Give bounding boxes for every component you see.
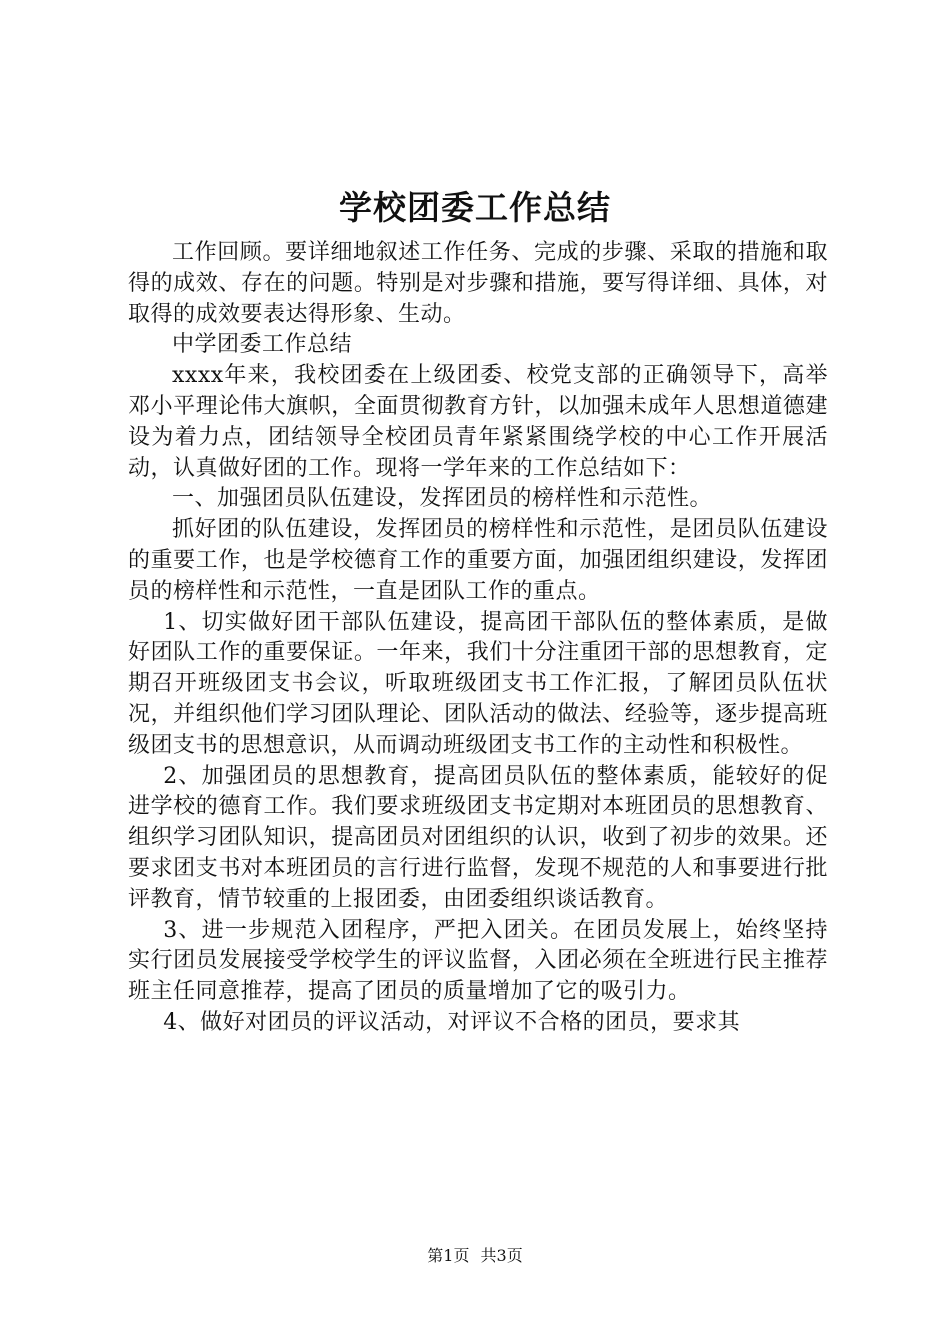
paragraph-overview: xxxx年来，我校团委在上级团委、校党支部的正确领导下，高举邓小平理论伟大旗帜，全面贯彻教育方针，以加强未成年人思想道德建设为着力点，团结领导全校团员青年紧紧围绕学校的中心工作开展活动，认真做好团的工作。现将一学年来的工作总结如下： [128,363,828,481]
paragraph-item-3: 3、进一步规范入团程序，严把入团关。在团员发展上，始终坚持实行团员发展接受学校学生的评议监督，入团必须在全班进行民主推荐班主任同意推荐，提高了团员的质量增加了它的吸引力。 [128,917,828,1005]
paragraph-section-body: 抓好团的队伍建设，发挥团员的榜样性和示范性，是团员队伍建设的重要工作，也是学校德育工作的重要方面，加强团组织建设，发挥团员的榜样性和示范性，一直是团队工作的重点。 [128,517,828,604]
paragraph-item-4: 4、做好对团员的评议活动，对评议不合格的团员，要求其 [163,1009,741,1035]
page-total: 共3页 [480,1246,523,1265]
page-footer [0,1244,950,1268]
document-title: 学校团委工作总结 [339,188,611,227]
paragraph-subtitle: 中学团委工作总结 [172,332,353,358]
document-body [128,238,828,1039]
paragraph-item-1: 1、切实做好团干部队伍建设，提高团干部队伍的整体素质，是做好团队工作的重要保证。一年来，我们十分注重团干部的思想教育，定期召开班级团支书会议，听取班级团支书工作汇报，了解团员队伍状况，并组织他们学习团队理论、团队活动的做法、经验等，逐步提高班级团支书的思想意识，从而调动班级团支书工作的主动性和积极性。 [128,609,828,758]
page-number: 第1页 [427,1246,470,1265]
paragraph-item-2: 2、加强团员的思想教育，提高团员队伍的整体素质，能较好的促进学校的德育工作。我们要求班级团支书定期对本班团员的思想教育、组织学习团队知识，提高团员对团组织的认识，收到了初步的效果。还要求团支书对本班团员的言行进行监督，发现不规范的人和事要进行批评教育，情节较重的上报团委，由团委组织谈话教育。 [128,763,828,912]
paragraph-intro: 工作回顾。要详细地叙述工作任务、完成的步骤、采取的措施和取得的成效、存在的问题。特别是对步骤和措施，要写得详细、具体，对取得的成效要表达得形象、生动。 [128,240,828,327]
paragraph-section-heading: 一、加强团员队伍建设，发挥团员的榜样性和示范性。 [172,486,713,512]
